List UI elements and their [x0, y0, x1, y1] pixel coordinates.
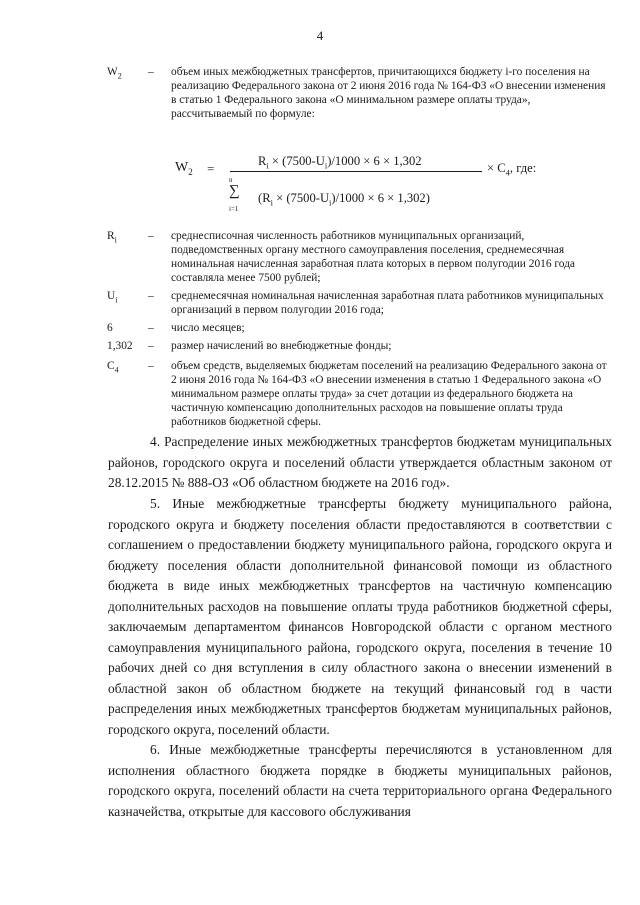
definition-symbol: $W_2$	[107, 66, 122, 81]
definition-dash: –	[148, 360, 154, 372]
definition-dash: –	[148, 340, 154, 352]
paragraph-text: 6. Иные межбюджетные трансферты перечисляются в установленном для исполнения областного бюджета порядке в бюджеты муниципальных районов, городского округа, поселений области на счета территориального органа Федерального казначейства, открытые для кассового обслуживания	[108, 742, 612, 819]
definition-dash: –	[148, 230, 154, 242]
paragraph-6	[108, 740, 612, 822]
definition-text: среднемесячная номинальная начисленная заработная плата работников муниципальных организаций в первом полугодии 2016 года;	[171, 290, 604, 316]
definition-text: среднесписочная численность работников муниципальных организаций, подведомственных органу местного самоуправления поселения, среднемесячная номинальная начисленная заработная плата которых в первом полугодии 2016 года составляла менее 7500 рублей;	[171, 230, 575, 284]
formula-denominator: $(R_i \times (7500-U_i)/1000 \times 6 \times 1,302)$	[258, 191, 430, 208]
definition-months	[107, 321, 612, 335]
sum-upper-limit: n	[229, 176, 233, 184]
definition-c4	[107, 359, 612, 429]
sum-sign: ∑	[229, 183, 240, 199]
formula-tail: × $C_4$, где:	[487, 161, 537, 178]
definition-dash: –	[148, 66, 154, 78]
definition-text: объем средств, выделяемых бюджетам поселений на реализацию Федерального закона от 2 июня 2016 года № 164-ФЗ «О внесении изменения в статью 1 Федерального закона «О минимальном размере оплаты труда» за счет дотации из федерального бюджета на частичную компенсацию дополнительных расходов на повышение оплаты труда работников бюджетной сферы.	[171, 360, 607, 428]
paragraph-5	[108, 494, 612, 740]
definition-coefficient	[107, 339, 612, 353]
sum-lower-limit: i=1	[229, 205, 239, 213]
definition-symbol: $U_i$	[107, 290, 118, 305]
definition-dash: –	[148, 322, 154, 334]
definition-symbol: $C_4$	[107, 360, 119, 375]
paragraph-4	[108, 432, 612, 494]
formula-numerator: $R_i \times (7500-U_i)/1000 \times 6 \times 1,302$	[258, 154, 422, 171]
definition-ui	[107, 289, 612, 317]
definition-dash: –	[148, 290, 154, 302]
page-number: 4	[316, 28, 324, 43]
formula-equals: =	[207, 161, 215, 176]
definition-symbol: 1,302	[107, 340, 133, 352]
definition-text: число месяцев;	[171, 322, 245, 334]
definition-text: объем иных межбюджетных трансфертов, причитающихся бюджету i-го поселения на реализацию Федерального закона от 2 июня 2016 года № 164-ФЗ «О внесении изменения в статью 1 Федерального закона «О минимальном размере оплаты труда», рассчитываемый по формуле:	[171, 66, 606, 120]
paragraph-text: 4. Распределение иных межбюджетных трансфертов бюджетам муниципальных районов, городского округа и поселений области утверждается областным законом от 28.12.2015 № 888-ОЗ «Об областном бюджете на 2016 год».	[108, 434, 612, 490]
paragraph-text: 5. Иные межбюджетные трансферты бюджету муниципального района, городского округа и бюджету поселения области предоставляются в соответствии с соглашением о предоставлении бюджету муниципального района, городского округа и бюджету поселения области дополнительной финансовой помощи из областного бюджета в виде иных межбюджетных трансфертов на частичную компенсацию дополнительных расходов на повышение оплаты труда работников бюджетной сферы, заключаемым департаментом финансов Новгородской области с органом местного самоуправления муниципального района, городского округа, поселения в течение 10 рабочих дней со дня вступления в силу областного закона о внесении изменений в областной закон об областном бюджете на текущий финансовый год в части распределения иных межбюджетных трансфертов бюджетам муниципальных районов, городского округа, поселений области.	[108, 496, 612, 737]
definition-text: размер начислений во внебюджетные фонды;	[171, 340, 392, 352]
formula-lhs: $W_2$	[175, 160, 193, 177]
fraction-bar	[230, 171, 482, 172]
definition-symbol: $R_i$	[107, 230, 117, 245]
definition-ri	[107, 229, 612, 285]
definition-symbol: 6	[107, 322, 113, 334]
